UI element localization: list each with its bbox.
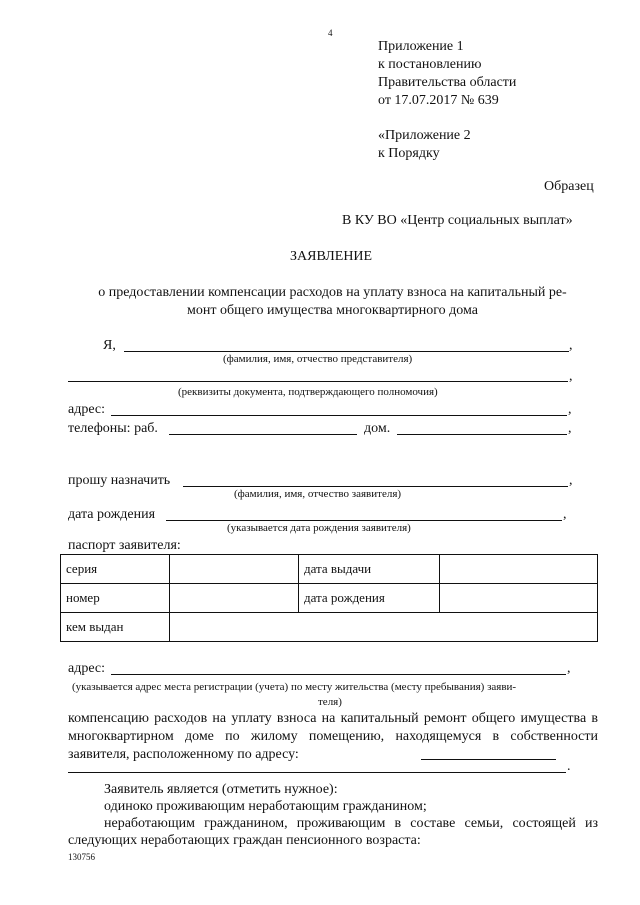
birth-date-line[interactable]: [166, 520, 562, 521]
series-label: серия: [61, 555, 170, 584]
ya-label: Я,: [103, 338, 116, 353]
passport-birth-date-label: дата рождения: [299, 584, 440, 613]
table-row: [61, 584, 598, 613]
applicant-name-line[interactable]: [183, 486, 568, 487]
work-phone-line[interactable]: [169, 434, 357, 435]
attachment-line: к постановлению: [378, 57, 482, 72]
page-number: 4: [328, 28, 333, 38]
passport-label: паспорт заявителя:: [68, 538, 181, 553]
address2-hint-continued: теля): [318, 696, 342, 708]
rep-name-line[interactable]: [124, 351, 569, 352]
address-line[interactable]: [111, 415, 567, 416]
comma: ,: [568, 402, 572, 417]
attachment-line: «Приложение 2: [378, 128, 471, 143]
footer-code: 130756: [68, 852, 95, 862]
rep-doc-hint: (реквизиты документа, подтверждающего полномочия): [178, 386, 438, 398]
table-row: [61, 613, 598, 642]
sample-label: Образец: [544, 179, 594, 194]
rep-doc-line[interactable]: [68, 381, 568, 382]
address-label: адрес:: [68, 402, 106, 417]
comma: ,: [569, 369, 573, 384]
document-subtitle: монт общего имущества многоквартирного дома: [187, 303, 478, 318]
address2-hint: (указывается адрес места регистрации (учета) по месту жительства (месту пребывания) заяви-: [72, 681, 517, 693]
applicant-is-label: Заявитель является (отметить нужное):: [104, 782, 338, 797]
passport-table: [60, 554, 598, 642]
issue-date-label: дата выдачи: [299, 555, 440, 584]
issued-by-value-cell[interactable]: [170, 613, 598, 642]
phones-label: телефоны: раб.: [68, 421, 158, 436]
rep-name-hint: (фамилия, имя, отчество представителя): [223, 353, 413, 365]
document-subtitle: о предоставлении компенсации расходов на уплату взноса на капитальный ре-: [98, 285, 567, 300]
period: .: [567, 759, 571, 774]
birth-hint: (указывается дата рождения заявителя): [227, 522, 411, 534]
attachment-line: Приложение 1: [378, 39, 464, 54]
home-phone-line[interactable]: [397, 434, 567, 435]
document-title: ЗАЯВЛЕНИЕ: [290, 249, 373, 264]
compensation-text: компенсацию расходов на уплату взноса на капитальный ремонт общего имущества в многоквартирном доме по жилому помещению, находящемуся в собственности заявителя, расположенному по адресу:: [68, 711, 598, 762]
series-value-cell[interactable]: [170, 555, 299, 584]
option-family: неработающим гражданином, проживающим в составе семьи, состоящей из следующих неработающих граждан пенсионного возраста:: [68, 816, 598, 848]
address2-line[interactable]: [111, 674, 566, 675]
attachment-line: к Порядку: [378, 146, 440, 161]
attachment-line: Правительства области: [378, 75, 517, 90]
number-value-cell[interactable]: [170, 584, 299, 613]
issued-by-label: кем выдан: [61, 613, 170, 642]
comma: ,: [563, 507, 567, 522]
property-address-line-2[interactable]: [68, 772, 566, 773]
number-label: номер: [61, 584, 170, 613]
attachment-line: от 17.07.2017 № 639: [378, 93, 499, 108]
birth-label: дата рождения: [68, 507, 156, 522]
address2-label: адрес:: [68, 661, 106, 676]
table-row: [61, 555, 598, 584]
comma: ,: [567, 661, 571, 676]
comma: ,: [569, 473, 573, 488]
recipient: В КУ ВО «Центр социальных выплат»: [342, 213, 573, 228]
comma: ,: [569, 338, 573, 353]
comma: ,: [568, 421, 572, 436]
applicant-name-hint: (фамилия, имя, отчество заявителя): [234, 488, 402, 500]
issue-date-value-cell[interactable]: [440, 555, 598, 584]
property-address-line-1[interactable]: [421, 759, 556, 760]
request-label: прошу назначить: [68, 473, 171, 488]
option-single: одиноко проживающим неработающим гражданином;: [104, 799, 427, 814]
passport-birth-date-value-cell[interactable]: [440, 584, 598, 613]
home-label: дом.: [364, 421, 391, 436]
